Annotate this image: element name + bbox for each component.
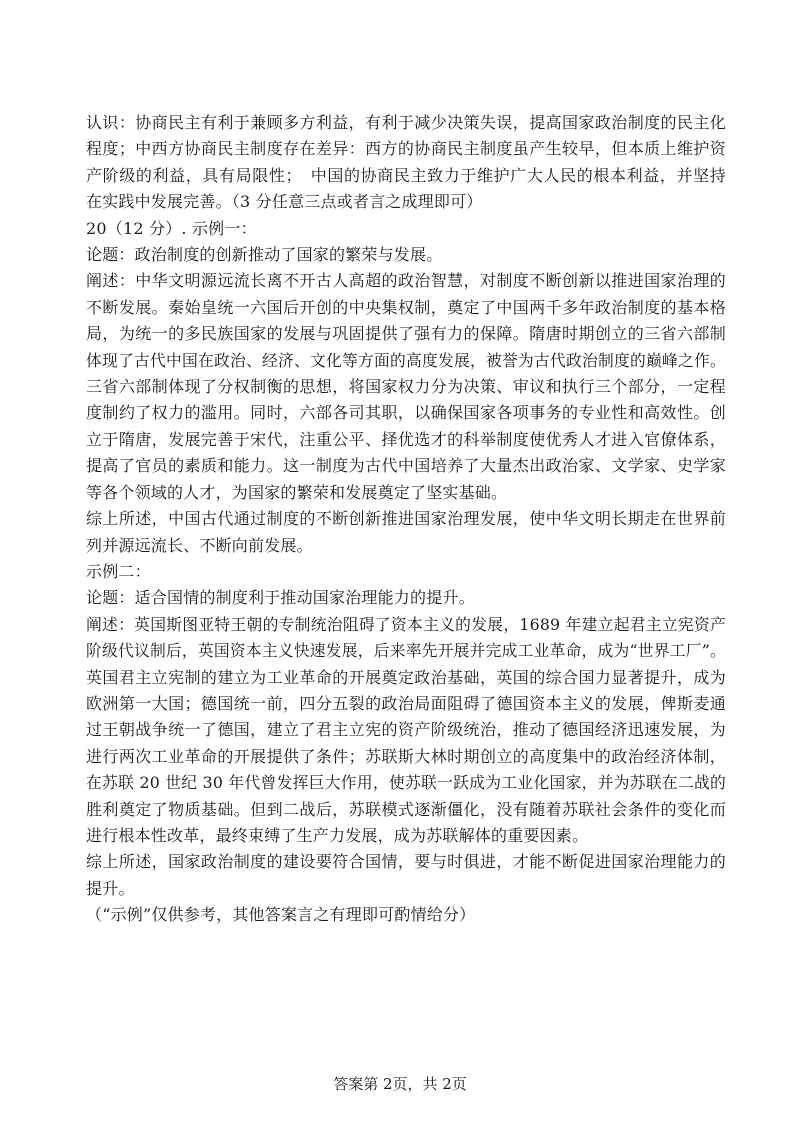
text-line: 提高了官员的素质和能力。这一制度为古代中国培养了大量杰出政治家、文学家、史学家 [86, 456, 726, 476]
text-line: 英国君主立宪制的建立为工业革命的开展奠定政治基础，英国的综合国力显著提升，成为 [86, 667, 726, 687]
text-line: 等各个领域的人才，为国家的繁荣和发展奠定了坚实基础。 [86, 482, 508, 502]
text-line: 度制约了权力的滥用。同时，六部各司其职，以确保国家各项事务的专业性和高效性。创 [86, 403, 726, 423]
text-line: 阐述：中华文明源远流长离不开古人高超的政治智慧，对制度不断创新以推进国家治理的 [86, 271, 726, 291]
text-line: 进行根本性改革，最终束缚了生产力发展，成为苏联解体的重要因素。 [86, 825, 589, 845]
text-line: 胜利奠定了物质基础。但到二战后，苏联模式逐渐僵化，没有随着苏联社会条件的变化而 [86, 799, 726, 819]
note-line: （“示例”仅供参考，其他答案言之有理即可酌情给分） [86, 905, 476, 925]
text-line: 阐述：英国斯图亚特王朝的专制统治阻碍了资本主义的发展，1689 年建立起君主立宪资产 [86, 614, 726, 634]
text-line: 立于隋唐，发展完善于宋代，注重公平、择优选才的科举制度使优秀人才进入官僚体系， [86, 429, 726, 449]
example-heading-line: 示例二： [86, 561, 151, 581]
text-line: 产阶级的利益，具有局限性； 中国的协商民主致力于维护广大人民的根本利益，并坚持 [86, 165, 726, 185]
text-line: 阶级代议制后，英国资本主义快速发展，后来率先开展并完成工业革命，成为“世界工厂”。 [86, 641, 726, 661]
answer-text-body [86, 110, 726, 929]
thesis-line: 论题：政治制度的创新推动了国家的繁荣与发展。 [86, 245, 443, 265]
page-footer: 答案第 2页，共 2页 [333, 1075, 467, 1093]
text-line: 局，为统一的多民族国家的发展与巩固提供了强有力的保障。隋唐时期创立的三省六部制 [86, 324, 726, 344]
text-line: 综上所述，中国古代通过制度的不断创新推进国家治理发展，使中华文明长期走在世界前 [86, 509, 726, 529]
text-line: 不断发展。秦始皇统一六国后开创的中央集权制，奠定了中国两千多年政治制度的基本格 [86, 297, 726, 317]
text-line: 欧洲第一大国；德国统一前，四分五裂的政治局面阻碍了德国资本主义的发展，俾斯麦通 [86, 693, 726, 713]
text-line: 列并源远流长、不断向前发展。 [86, 535, 313, 555]
text-line: 进行两次工业革命的开展提供了条件；苏联斯大林时期创立的高度集中的政治经济体制， [86, 746, 726, 766]
text-line: 认识：协商民主有利于兼顾多方利益，有利于减少决策失误，提高国家政治制度的民主化 [86, 113, 726, 132]
text-line: 提升。 [86, 878, 135, 898]
text-line: 综上所述，国家政治制度的建设要符合国情，要与时俱进，才能不断促进国家治理能力的 [86, 852, 726, 872]
thesis-line: 论题：适合国情的制度利于推动国家治理能力的提升。 [86, 588, 475, 608]
text-line: 体现了古代中国在政治、经济、文化等方面的高度发展，被誉为古代政治制度的巅峰之作。 [86, 350, 726, 370]
text-line: 三省六部制体现了分权制衡的思想，将国家权力分为决策、审议和执行三个部分，一定程 [86, 377, 726, 397]
text-line: 程度；中西方协商民主制度存在差异：西方的协商民主制度虽产生较早，但本质上维护资 [86, 139, 726, 159]
text-line: 在苏联 20 世纪 30 年代曾发挥巨大作用，使苏联一跃成为工业化国家，并为苏联在二战的 [86, 773, 726, 793]
question-number-line: 20（12 分）. 示例一： [86, 218, 257, 238]
text-line: 在实践中发展完善。（3 分任意三点或者言之成理即可） [86, 192, 483, 212]
text-line: 过王朝战争统一了德国，建立了君主立宪的资产阶级统治，推动了德国经济迅速发展，为 [86, 720, 726, 740]
